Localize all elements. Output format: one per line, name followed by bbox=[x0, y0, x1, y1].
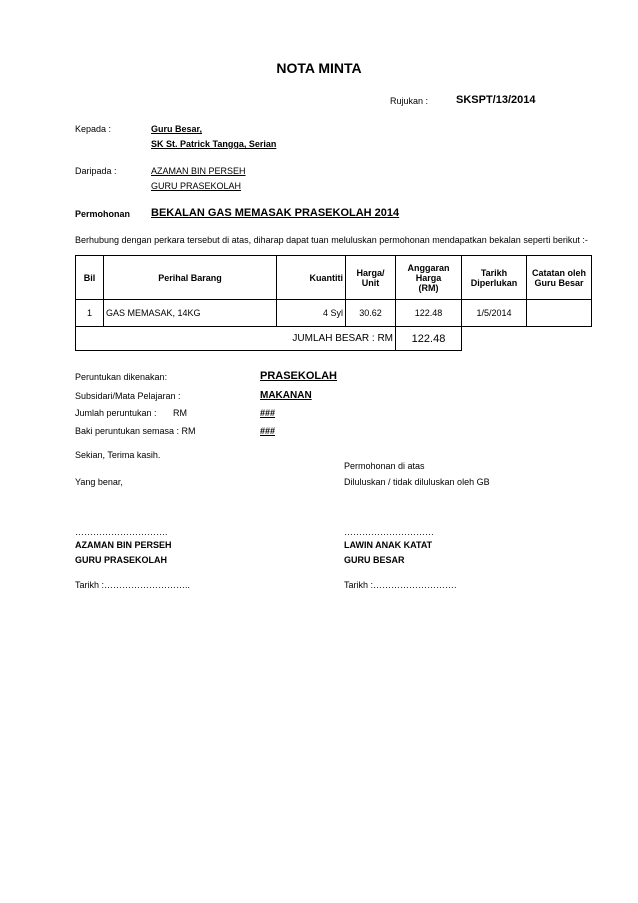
header-harga-unit: Harga/ Unit bbox=[346, 256, 396, 300]
header-catatan: Catatan oleh Guru Besar bbox=[527, 256, 592, 300]
left-signature-tarikh: Tarikh :……………………….. bbox=[75, 580, 191, 590]
subsidari-value: MAKANAN bbox=[260, 390, 312, 401]
total-label: JUMLAH BESAR : RM bbox=[76, 327, 396, 351]
permohonan-value: BEKALAN GAS MEMASAK PRASEKOLAH 2014 bbox=[151, 207, 400, 219]
right-signature-name: LAWIN ANAK KATAT bbox=[344, 540, 433, 550]
header-perihal: Perihal Barang bbox=[104, 256, 277, 300]
total-empty bbox=[462, 327, 592, 351]
daripada-line2: GURU PRASEKOLAH bbox=[151, 181, 242, 191]
items-table bbox=[75, 255, 592, 351]
cell-perihal: GAS MEMASAK, 14KG bbox=[104, 300, 277, 327]
table-row bbox=[76, 300, 592, 327]
right-signature-tarikh: Tarikh :………………………. bbox=[344, 580, 457, 590]
daripada-line1: AZAMAN BIN PERSEH bbox=[151, 166, 246, 176]
right-signature-title: GURU BESAR bbox=[344, 555, 405, 565]
baki-label: Baki peruntukan semasa : RM bbox=[75, 426, 196, 436]
header-kuantiti: Kuantiti bbox=[277, 256, 346, 300]
jumlah-unit: RM bbox=[173, 408, 187, 418]
kepada-line1: Guru Besar, bbox=[151, 124, 203, 134]
left-signature-dots: …………………………. bbox=[75, 527, 168, 537]
permohonan-label: Permohonan bbox=[75, 209, 131, 219]
page-title: NOTA MINTA bbox=[276, 60, 362, 76]
yang-benar-text: Yang benar, bbox=[75, 477, 123, 487]
cell-bil: 1 bbox=[76, 300, 104, 327]
left-signature-title: GURU PRASEKOLAH bbox=[75, 555, 168, 565]
cell-catatan bbox=[527, 300, 592, 327]
daripada-label: Daripada : bbox=[75, 166, 117, 176]
header-tarikh: Tarikh Diperlukan bbox=[462, 256, 527, 300]
kepada-line2: SK St. Patrick Tangga, Serian bbox=[151, 139, 277, 149]
sekian-text: Sekian, Terima kasih. bbox=[75, 450, 161, 460]
intro-text: Berhubung dengan perkara tersebut di atas, diharap dapat tuan meluluskan permohonan mendapatkan bekalan seperti berikut :- bbox=[75, 235, 588, 245]
permohonan-atas-text: Permohonan di atas bbox=[344, 461, 425, 471]
total-value: 122.48 bbox=[396, 327, 462, 351]
total-row bbox=[76, 327, 592, 351]
peruntukan-dikenakan-value: PRASEKOLAH bbox=[260, 370, 338, 382]
baki-value: ### bbox=[260, 426, 276, 436]
table-header-row bbox=[76, 256, 592, 300]
rujukan-label: Rujukan : bbox=[390, 96, 429, 106]
left-signature-name: AZAMAN BIN PERSEH bbox=[75, 540, 172, 550]
cell-harga-unit: 30.62 bbox=[346, 300, 396, 327]
cell-tarikh: 1/5/2014 bbox=[462, 300, 527, 327]
subsidari-label: Subsidari/Mata Pelajaran : bbox=[75, 391, 181, 401]
cell-kuantiti: 4 Syl bbox=[277, 300, 346, 327]
header-anggaran: Anggaran Harga (RM) bbox=[396, 256, 462, 300]
header-bil: Bil bbox=[76, 256, 104, 300]
jumlah-label: Jumlah peruntukan : bbox=[75, 408, 157, 418]
kepada-label: Kepada : bbox=[75, 124, 112, 134]
diluluskan-text: Diluluskan / tidak diluluskan oleh GB bbox=[344, 477, 490, 487]
rujukan-value: SKSPT/13/2014 bbox=[456, 94, 536, 106]
jumlah-value: ### bbox=[260, 408, 276, 418]
right-signature-dots: ………………………… bbox=[344, 527, 434, 537]
peruntukan-dikenakan-label: Peruntukan dikenakan: bbox=[75, 372, 168, 382]
cell-anggaran: 122.48 bbox=[396, 300, 462, 327]
